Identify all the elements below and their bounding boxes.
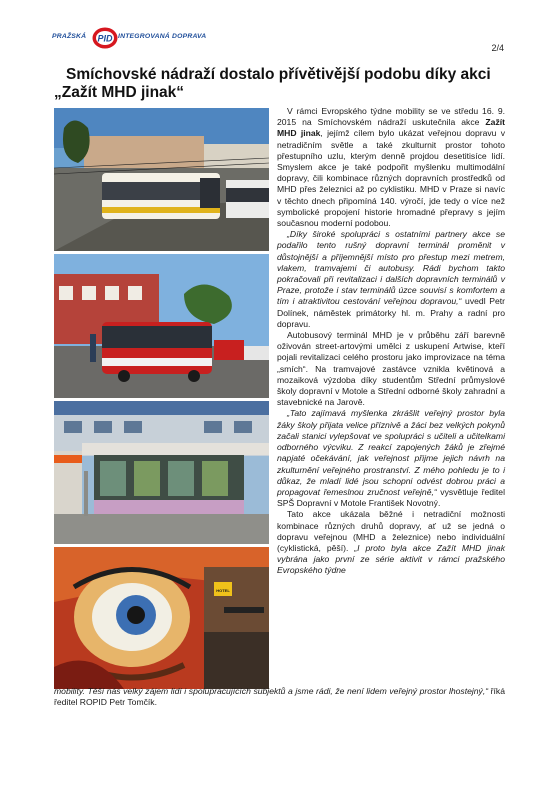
logo-text-left: PRAŽSKÁ [52, 33, 87, 40]
article-text-column [277, 106, 505, 577]
closing-paragraph: mobility. Těší nás velký zájem lidí i spolupracujících subjektů a jsme rádi, že není lidem veřejný prostor lhostejný,“ říká ředitel ROPID Petr Tomčík. [54, 686, 505, 708]
street-art-photo [54, 547, 269, 689]
pid-badge-icon [92, 27, 118, 49]
paragraph-1: V rámci Evropského týdne mobility se ve středu 16. 9. 2015 na Smíchovském nádraží uskutečnila akce Zažít MHD jinak, jejímž cílem bylo ukázat veřejnou dopravu v netradičním světle a také zkulturnit prostor tohoto přestupního uzlu, kterým denně projdou desetitisíce lidí. Smyslem akce je také podpořit myšlenku multimodální dopravy, čili kombinace různých dopravních prostředků od MHD přes železnici až po cyklistiku. MHD v Praze si navíc v těchto dnech připomíná 140. výročí, jde tedy o více než symbolické propojení historie hromadné přepravy s jejím současnou moderní podobou. [277, 106, 505, 229]
quote-dolinek: „Díky široké spolupráci s ostatními partnery akce se podařilo tento rušný dopravní terminál proměnit v důstojnější a příjemnější místo pro přestup mezi metrem, vlakem, tramvajemi či autobusy. Rádi bychom takto pokračovali při revitalizaci i dalších dopravních terminálů v Praze, protože i stav terminálů úzce souvisí s komfortem a tím i atraktivitou cestování veřejnou dopravou,“ [277, 229, 505, 307]
quote-tomcik-start: „I proto byla akce Zažít MHD jinak vybrána jako první ze série aktivit v rámci pražského Evropského týdne [277, 542, 505, 576]
page-number: 2/4 [491, 43, 504, 53]
event-name: Zažít MHD jinak [277, 117, 505, 139]
paragraph-5: Tato akce ukázala běžné i netradiční možnosti kombinace různých druhů dopravy, ať už se jedná o dopravu veřejnou (MHD a železnice) nebo individuální (cyklistická, pěší). „I proto byla akce Zažít MHD jinak vybrána jako první ze série aktivit v rámci pražského Evropského týdne [277, 509, 505, 576]
bus-terminal-photo [54, 401, 269, 544]
quote-tomcik-end: mobility. Těší nás velký zájem lidí i spolupracujících subjektů a jsme rádi, že není lidem veřejný prostor lhostejný,“ [54, 686, 489, 696]
title-line-1: Smíchovské nádraží dostalo přívětivější podobu díky akci [66, 66, 491, 83]
paragraph-2: „Díky široké spolupráci s ostatními partnery akce se podařilo tento rušný dopravní terminál proměnit v důstojnější a příjemnější místo pro přestup mezi metrem, vlakem, tramvajemi či autobusy. Rádi bychom takto pokračovali při revitalizaci i dalších dopravních terminálů v Praze, protože i stav terminálů úzce souvisí s komfortem a tím i atraktivitou cestování veřejnou dopravou,“ uvedl Petr Dolínek, náměstek primátorky hl. m. Prahy a radní pro dopravu. [277, 229, 505, 329]
logo-text-right: INTEGROVANÁ DOPRAVA [118, 33, 207, 40]
hotel-sign-text: HOTEL [216, 588, 230, 593]
paragraph-4: „Tato zajímavá myšlenka zkrášlit veřejný prostor byla žáky školy přijata velice příznivě a žáci bez velkých pokynů začali stanici vylepšovat ve spolupráci s učiteli a učitelkami odborného výcviku. Z reakcí zapojených žáků je zřejmé napjaté očekávání, jak veřejnost přijme jejich návrh na zkulturnění veřejného prostranství. Z mého pohledu je to i důkaz, že mladí lidé jsou schopni odvést dobrou práci a propagovat řemeslnou zručnost veřejně,“ vysvětluje ředitel SPŠ Dopravní v Motole František Novotný. [277, 408, 505, 509]
pid-logo [52, 27, 252, 51]
paragraph-3: Autobusový terminál MHD je v průběhu září barevně oživován street-artovými umělci z uskupení Artwise, kteří pojali revitalizaci celého prostoru jako improvizace na téma „smích“. Na tramvajové zastávce vznikla květinová a mozaiková výzdoba díky studentům Střední průmyslové školy dopravní v Motole a Střední odborné školy zahradní a stavebnické na Jarově. [277, 330, 505, 408]
photo-column [54, 108, 269, 692]
quote-novotny: „Tato zajímavá myšlenka zkrášlit veřejný prostor byla žáky školy přijata velice příznivě a žáci bez velkých pokynů začali stanici vylepšovat ve spolupráci s učiteli a učitelkami odborného výcviku. Z reakcí zapojených žáků je zřejmé napjaté očekávání, jak veřejnost přijme jejich návrh na zkulturnění veřejného prostranství. Z mého pohledu je to i důkaz, že mladí lidé jsou schopni odvést dobrou práci a propagovat řemeslnou zručnost veřejně,“ [277, 408, 505, 497]
title-line-2: „Zažít MHD jinak“ [54, 84, 185, 101]
article-title [54, 66, 514, 102]
tram-photo [54, 108, 269, 251]
bus-photo [54, 254, 269, 398]
logo-badge-text: PID [97, 33, 113, 44]
